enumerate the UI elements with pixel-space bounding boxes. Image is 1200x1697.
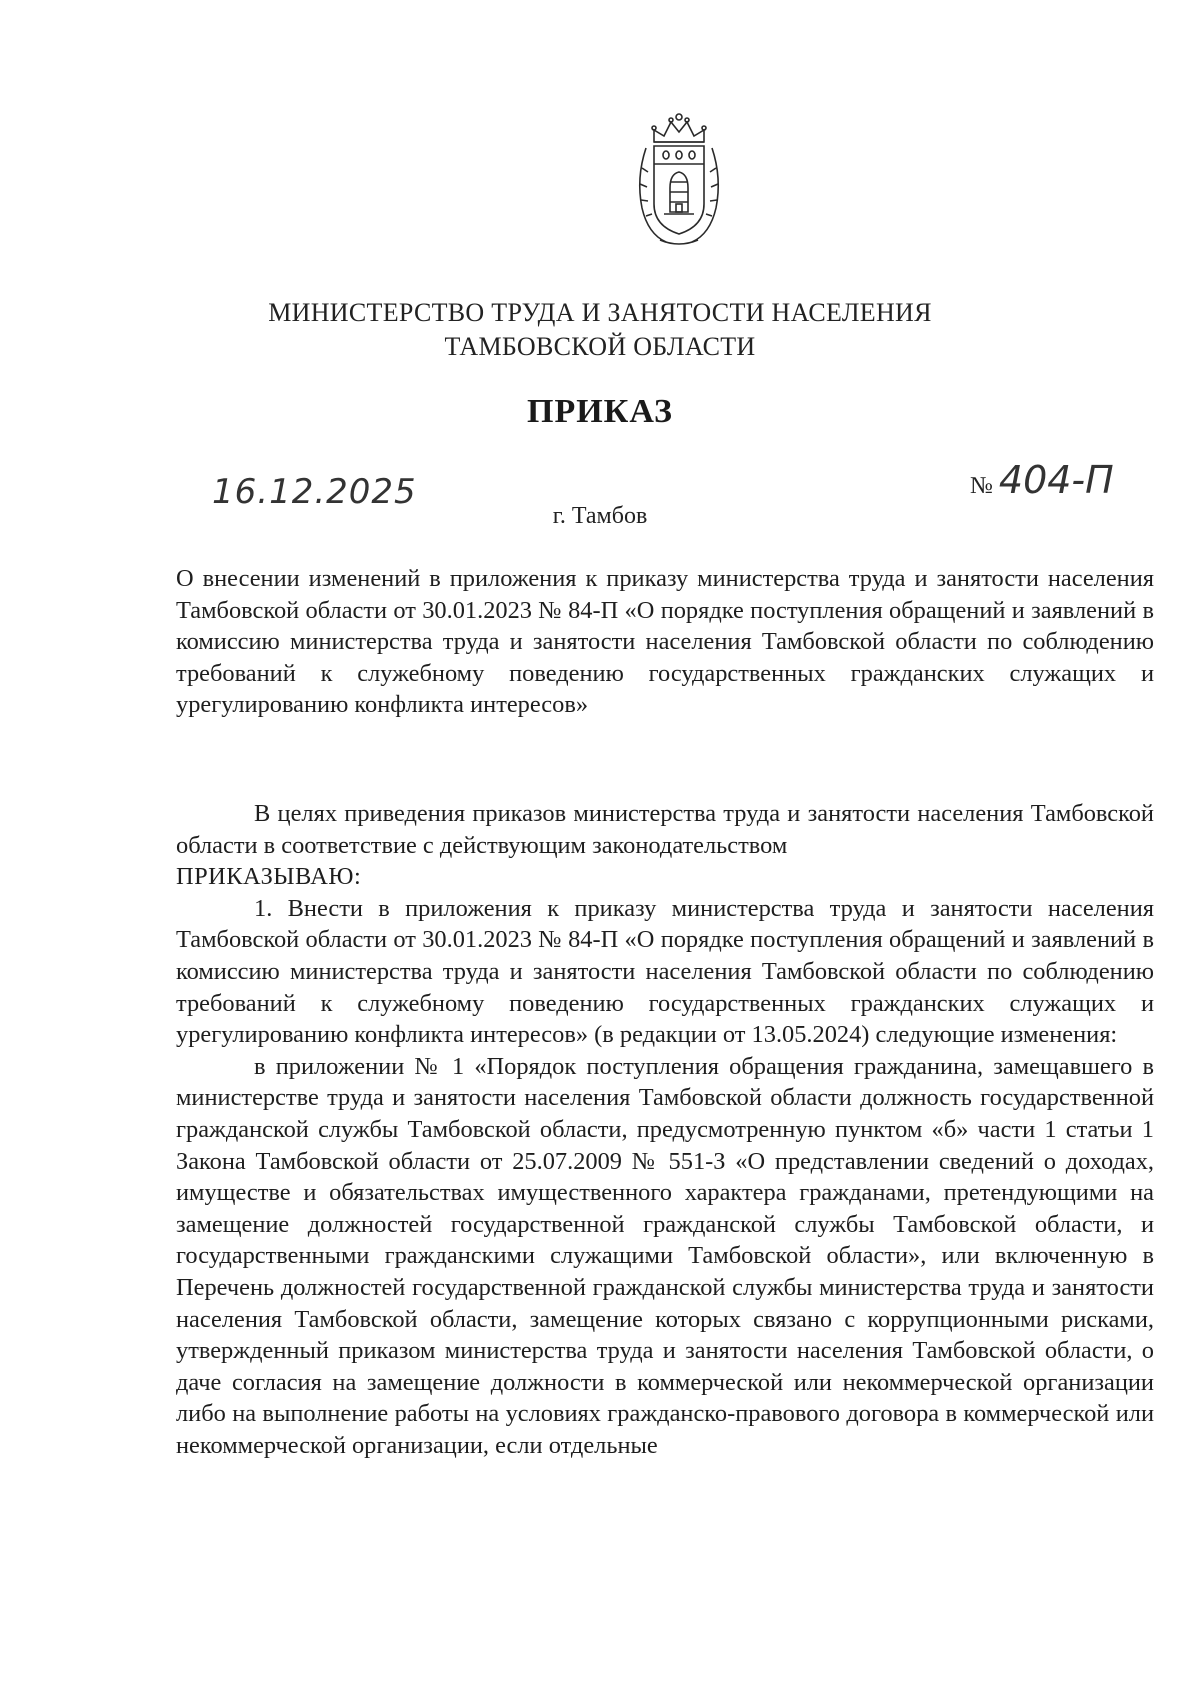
subject-block	[176, 563, 1154, 721]
body-block	[176, 798, 1154, 1461]
ministry-name-line2: ТАМБОВСКОЙ ОБЛАСТИ	[444, 332, 756, 361]
subject-text: О внесении изменений в приложения к приказу министерства труда и занятости населения Тамбовской области от 30.01.2023 № 84-П «О порядке поступления обращений и заявлений в комиссию министерства труда и занятости населения Тамбовской области по соблюдению требований к служебному поведению государственных гражданских служащих и урегулированию конфликта интересов»	[176, 565, 1154, 719]
document-title: ПРИКАЗ	[527, 393, 673, 430]
order-number	[970, 458, 1114, 502]
item-1-paragraph: 1. Внести в приложения к приказу министерства труда и занятости населения Тамбовской области от 30.01.2023 № 84-П «О порядке поступления обращений и заявлений в комиссию министерства труда и занятости населения Тамбовской области по соблюдению требований к служебному поведению государственных гражданских служащих и урегулированию конфликта интересов» (в редакции от 13.05.2024) следующие изменения:	[176, 894, 1154, 1049]
item-1-subparagraph: в приложении № 1 «Порядок поступления обращения гражданина, замещавшего в министерстве труда и занятости населения Тамбовской области должность государственной гражданской службы Тамбовской области, предусмотренную пунктом «б» части 1 статьи 1 Закона Тамбовской области от 25.07.2009 № 551-З «О представлении сведений о доходах, имуществе и обязательствах имущественного характера гражданами, претендующими на замещение должностей государственной гражданской службы Тамбовской области, и государственными гражданскими служащими Тамбовской области», или включенную в Перечень должностей государственной гражданской службы министерства труда и занятости населения Тамбовской области, замещение которых связано с коррупционными рисками, утвержденный приказом министерства труда и занятости населения Тамбовской области, о даче согласия на замещение должности в коммерческой или некоммерческой организации либо на выполнение работы на условиях гражданско-правового договора в коммерческой или некоммерческой организации, если отдельные	[176, 1052, 1154, 1459]
coat-of-arms-icon	[624, 108, 734, 250]
preamble-paragraph: В целях приведения приказов министерства труда и занятости населения Тамбовской области в соответствие с действующим законодательством	[176, 800, 1154, 859]
ministry-name	[0, 296, 1200, 364]
handwritten-number: 404-П	[998, 458, 1114, 502]
number-sign: №	[970, 473, 993, 499]
order-word: ПРИКАЗЫВАЮ:	[176, 863, 362, 891]
handwritten-date: 16.12.2025	[212, 472, 417, 512]
ministry-name-line1: МИНИСТЕРСТВО ТРУДА И ЗАНЯТОСТИ НАСЕЛЕНИЯ	[268, 298, 932, 327]
city-line: г. Тамбов	[552, 503, 648, 529]
